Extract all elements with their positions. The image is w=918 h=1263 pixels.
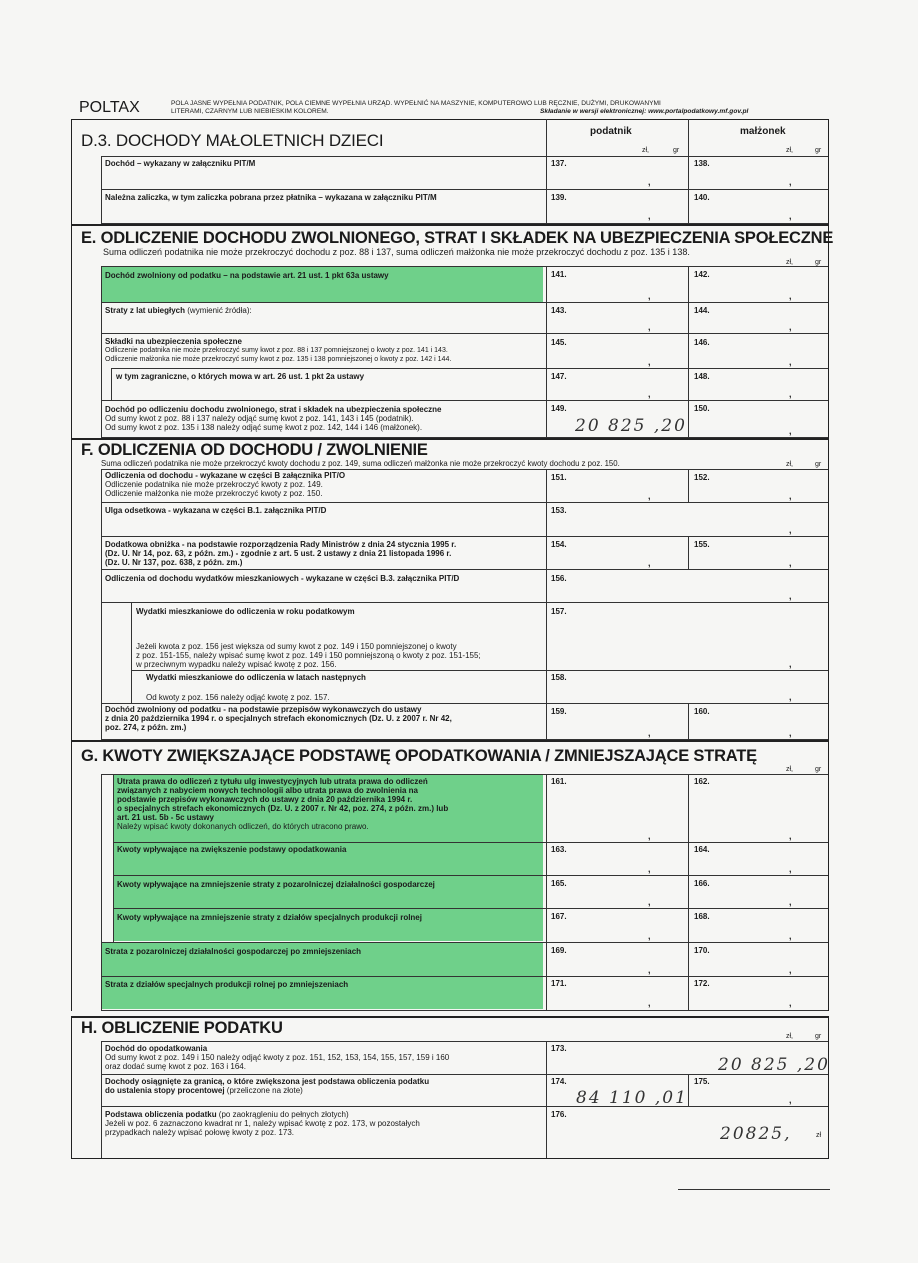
gr-label-2: gr (815, 147, 822, 154)
comma-138: , (789, 177, 792, 187)
gr-label-f: gr (815, 461, 822, 468)
field-163[interactable]: 163. (551, 845, 567, 854)
field-143[interactable]: 143. (551, 306, 567, 315)
zl-label-g: zł, (786, 766, 793, 773)
f-row-157-l1: Jeżeli kwota z poz. 156 jest większa od sumy kwot z poz. 149 i 150 pomniejszonej o kwoty (136, 642, 457, 651)
field-159[interactable]: 159. (551, 707, 567, 716)
f-row-159-l3: poz. 274, z późn. zm.) (105, 723, 187, 732)
e-row-145-l2: Odliczenie małżonka nie może przekroczyć sumy kwot z poz. 135 i 138 pomniejszonej o kwoty z poz. 142 i 144. (105, 356, 452, 363)
h-row-left (101, 1041, 102, 1158)
comma-163: , (648, 864, 651, 874)
h-row-174-label (105, 1077, 429, 1095)
h-col-sep-2 (688, 1074, 689, 1106)
e-row-145-title: Składki na ubezpieczenia społeczne (105, 337, 242, 346)
g-row-161-l4: o specjalnych strefach ekonomicznych (Dz. U. z 2007 r. Nr 42, poz. 274, z późn. zm.) lub (117, 804, 449, 813)
g-row-171-label: Strata z działów specjalnych produkcji rolnej po zmniejszeniach (105, 980, 349, 989)
section-h-title: H. OBLICZENIE PODATKU (81, 1019, 283, 1037)
e-row-149-l2: Od sumy kwot z poz. 135 i 138 należy odjąć sumę kwot z poz. 142, 144 i 146 (małżonek). (105, 423, 423, 432)
e-line-1 (101, 266, 828, 267)
zl-label-h: zł, (786, 1033, 793, 1040)
frame-right-h (828, 1016, 829, 1159)
handwritten-149: 20 825 ,20 (575, 416, 687, 436)
comma-148: , (789, 389, 792, 399)
g-line-6 (101, 976, 828, 977)
field-160[interactable]: 160. (694, 707, 710, 716)
g-row-165-label: Kwoty wpływające na zmniejszenie straty z pozarolniczej działalności gospodarczej (117, 880, 435, 889)
g-sub-left (113, 774, 114, 942)
field-150[interactable]: 150. (694, 404, 710, 413)
section-f-note: Suma odliczeń podatnika nie może przekroczyć kwoty dochodu z poz. 149, suma odliczeń małżonka nie może przekroczyć kwoty dochodu z poz. 150. (101, 459, 620, 468)
field-158[interactable]: 158. (551, 673, 567, 682)
comma-171: , (648, 998, 651, 1008)
comma-152: , (789, 491, 792, 501)
comma-162: , (789, 831, 792, 841)
zl-label-1: zł, (642, 147, 649, 154)
f-row-151-l1: Odliczenie podatnika nie może przekroczyć kwoty z poz. 149. (105, 480, 323, 489)
f-row-158-label: Wydatki mieszkaniowe do odliczenia w latach następnych (146, 673, 366, 682)
field-146[interactable]: 146. (694, 338, 710, 347)
f-line-7 (101, 703, 828, 704)
f-row-156-label: Odliczenia od dochodu wydatków mieszkaniowych - wykazane w części B.3. załącznika PIT/D (105, 574, 460, 583)
g-line-1 (101, 774, 828, 775)
field-170[interactable]: 170. (694, 946, 710, 955)
f-row-159-l2: z dnia 20 października 1994 r. o specjalnych strefach ekonomicznych (Dz. U. z 2007 r. Nr 42, (105, 714, 452, 723)
f-col-sep-2b (688, 536, 689, 569)
d3-row-139-label: Należna zaliczka, w tym zaliczka pobrana przez płatnika – wykazana w załączniku PIT/M (105, 193, 437, 202)
e-line-3 (101, 333, 828, 334)
comma-170: , (789, 965, 792, 975)
g-row-161-l1: Utrata prawa do odliczeń z tytułu ulg inwestycyjnych lub utrata prawa do odliczeń (117, 777, 428, 786)
g-row-161-l2: związanych z nabyciem nowych technologii albo utrata prawa do zwolnienia na (117, 786, 418, 795)
comma-153: , (789, 525, 792, 535)
instruction-line-1: POLA JASNE WYPEŁNIA PODATNIK, POLA CIEMNE WYPEŁNIA URZĄD. WYPEŁNIĆ NA MASZYNIE, KOMPUTEROWO LUB RĘCZNIE, DUŻYMI, DRUKOWANYMI (171, 100, 661, 107)
e-col-sep-2 (688, 266, 689, 437)
section-g-top (71, 740, 828, 742)
f-row-153-label: Ulga odsetkowa - wykazana w części B.1. załącznika PIT/D (105, 506, 327, 515)
section-f-top (71, 438, 828, 440)
comma-137: , (648, 177, 651, 187)
g-row-left (101, 774, 102, 1010)
f-row-151-title: Odliczenia od dochodu - wykazane w części B załącznika PIT/O (105, 471, 346, 480)
h-row-176-label (105, 1110, 420, 1137)
e-row-149-title: Dochód po odliczeniu dochodu zwolnionego, strat i składek na ubezpieczenia społeczne (105, 405, 442, 414)
h-line-3 (101, 1106, 828, 1107)
h-row-176-title: Podstawa obliczenia podatku (105, 1110, 217, 1119)
brand: POLTAX (79, 99, 140, 116)
f-row-154-l1: Dodatkowa obniżka - na podstawie rozporządzenia Rady Ministrów z dnia 24 stycznia 1995 r. (105, 540, 457, 549)
gr-label-h: gr (815, 1033, 822, 1040)
comma-158: , (789, 692, 792, 702)
g-line-5 (101, 942, 828, 943)
handwritten-174: 84 110 ,01 (576, 1088, 688, 1108)
comma-169: , (648, 965, 651, 975)
field-139[interactable]: 139. (551, 193, 567, 202)
gr-label-e: gr (815, 259, 822, 266)
field-176[interactable]: 176. (551, 1110, 567, 1119)
field-155[interactable]: 155. (694, 540, 710, 549)
field-174[interactable]: 174. (551, 1077, 567, 1086)
field-145[interactable]: 145. (551, 338, 567, 347)
field-161[interactable]: 161. (551, 777, 567, 786)
d3-line-2 (101, 189, 828, 190)
g-row-161-l5: art. 21 ust. 5b - 5c ustawy (117, 813, 214, 822)
section-d3-top (71, 119, 828, 120)
comma-141: , (648, 291, 651, 301)
e-line-2 (101, 302, 828, 303)
e-row-149-l1: Od sumy kwot z poz. 88 i 137 należy odjąć sumę kwot z poz. 141, 143 i 145 (podatnik). (105, 414, 414, 423)
comma-142: , (789, 291, 792, 301)
section-e-note: Suma odliczeń podatnika nie może przekroczyć dochodu z poz. 88 i 137, suma odliczeń małżonka nie może przekroczyć dochodu z poz. 135 i 138. (103, 247, 690, 257)
field-173[interactable]: 173. (551, 1044, 567, 1053)
h-row-176-l1: Jeżeli w poz. 6 zaznaczono kwadrat nr 1, należy wpisać kwotę z poz. 173, w pozostałych (105, 1119, 420, 1128)
comma-139: , (648, 211, 651, 221)
f-row-154-l2: (Dz. U. Nr 14, poz. 63, z późn. zm.) - zgodnie z art. 5 ust. 2 ustawy z dnia 21 listopada 1996 r. (105, 549, 452, 558)
handwritten-173: 20 825 ,20 (718, 1055, 830, 1075)
d3-line-1 (101, 156, 828, 157)
d3-col-sep-2 (688, 119, 689, 223)
instruction-line-2: LITERAMI, CZARNYM LUB NIEBIESKIM KOLOREM. (171, 108, 329, 115)
h-line-1 (101, 1041, 828, 1042)
f-col-sep-1 (546, 469, 547, 739)
comma-146: , (789, 357, 792, 367)
field-148[interactable]: 148. (694, 372, 710, 381)
e-row-left (101, 266, 102, 437)
h-row-173-label (105, 1044, 449, 1071)
field-168[interactable]: 168. (694, 912, 710, 921)
e-row-145-l1: Odliczenie podatnika nie może przekroczyć sumy kwot z poz. 88 i 137 pomniejszonej o kwoty z poz. 141 i 143. (105, 347, 448, 354)
h-row-173-title: Dochód do opodatkowania (105, 1044, 208, 1053)
handwritten-176: 20825, (720, 1124, 792, 1144)
h-row-173-l1: Od sumy kwot z poz. 149 i 150 należy odjąć kwoty z poz. 151, 152, 153, 154, 155, 157, 159 i 160 (105, 1053, 450, 1062)
f-line-5 (101, 602, 828, 603)
g-line-4 (113, 908, 828, 909)
f-row-151-l2: Odliczenie małżonka nie może przekroczyć kwoty z poz. 150. (105, 489, 323, 498)
comma-145: , (648, 357, 651, 367)
f-sub-left (131, 602, 132, 703)
e-row-143-title: Straty z lat ubiegłych (105, 306, 186, 315)
comma-156: , (789, 591, 792, 601)
field-149[interactable]: 149. (551, 404, 567, 413)
field-156[interactable]: 156. (551, 574, 567, 583)
field-172[interactable]: 172. (694, 979, 710, 988)
field-137[interactable]: 137. (551, 159, 567, 168)
e-row-143-hint: (wymienić źródła): (185, 306, 252, 315)
comma-166: , (789, 897, 792, 907)
f-row-left (101, 469, 102, 739)
e-line-5 (101, 400, 828, 401)
field-152[interactable]: 152. (694, 473, 710, 482)
comma-172: , (789, 998, 792, 1008)
f-row-158-hint: Od kwoty z poz. 156 należy odjąć kwotę z poz. 157. (146, 693, 330, 702)
field-171[interactable]: 171. (551, 979, 567, 988)
g-row-169-label: Strata z pozarolniczej działalności gospodarczej po zmniejszeniach (105, 947, 362, 956)
f-row-157-label: Wydatki mieszkaniowe do odliczenia w roku podatkowym (136, 607, 355, 616)
f-line-6b (131, 670, 546, 671)
comma-164: , (789, 864, 792, 874)
h-row-174-l2a: do ustalenia stopy procentowej (105, 1086, 225, 1095)
f-row-157-hint (136, 642, 481, 669)
h-row-174-l1: Dochody osiągnięte za granicą, o które zwiększona jest podstawa obliczenia podatku (105, 1077, 430, 1086)
h-row-176-hint: (po zaokrągleniu do pełnych złotych) (216, 1110, 349, 1119)
g-row-161-label (117, 777, 534, 831)
field-154[interactable]: 154. (551, 540, 567, 549)
e-col-sep-1 (546, 266, 547, 437)
e-row-145-label (105, 337, 451, 364)
h-col-sep-1 (546, 1041, 547, 1158)
f-col-sep-2a (688, 469, 689, 502)
f-line-1 (101, 469, 828, 470)
field-165[interactable]: 165. (551, 879, 567, 888)
g-line-7 (101, 1010, 828, 1011)
g-row-167-label: Kwoty wpływające na zmniejszenie straty z działów specjalnych produkcji rolnej (117, 913, 422, 922)
section-d3-title: D.3. DOCHODY MAŁOLETNICH DZIECI (81, 131, 384, 150)
f-col-sep-2c (688, 703, 689, 739)
f-line-6 (546, 670, 828, 671)
f-row-157-l3: w przeciwnym wypadku należy wpisać kwotę z poz. 156. (136, 660, 337, 669)
d3-row-left (101, 156, 102, 223)
comma-154: , (648, 558, 651, 568)
e-line-4 (546, 368, 828, 369)
section-e-top (71, 224, 828, 226)
f-row-151-label (105, 471, 345, 498)
col-taxpayer: podatnik (590, 126, 632, 137)
f-row-159-l1: Dochód zwolniony od podatku - na podstawie przepisów wykonawczych do ustawy (105, 705, 422, 714)
field-167[interactable]: 167. (551, 912, 567, 921)
comma-147: , (648, 389, 651, 399)
e-row-141-label: Dochód zwolniony od podatku – na podstawie art. 21 ust. 1 pkt 63a ustawy (105, 271, 389, 280)
field-151[interactable]: 151. (551, 473, 567, 482)
frame-right (828, 119, 829, 1011)
comma-159: , (648, 728, 651, 738)
f-row-154-label (105, 540, 456, 567)
field-175[interactable]: 175. (694, 1077, 710, 1086)
section-f-title: F. ODLICZENIA OD DOCHODU / ZWOLNIENIE (81, 441, 428, 459)
g-col-sep-1 (546, 774, 547, 1010)
d3-row-137-label: Dochód – wykazany w załączniku PIT/M (105, 159, 256, 168)
f-line-2 (101, 502, 828, 503)
comma-150: , (789, 426, 792, 436)
field-138[interactable]: 138. (694, 159, 710, 168)
g-col-sep-2 (688, 774, 689, 1010)
comma-160: , (789, 728, 792, 738)
comma-167: , (648, 931, 651, 941)
g-row-161-l6: Należy wpisać kwoty dokonanych odliczeń, do których utracono prawo. (117, 822, 369, 831)
e-line-4b (111, 368, 546, 369)
h-row-174-l2b: (przeliczone na złote) (224, 1086, 303, 1095)
gr-label-g: gr (815, 766, 822, 773)
section-g-title: G. KWOTY ZWIĘKSZAJĄCE PODSTAWĘ OPODATKOWANIA / ZMNIEJSZAJĄCE STRATĘ (81, 747, 757, 765)
comma-140: , (789, 211, 792, 221)
section-h-top (71, 1016, 828, 1018)
comma-143: , (648, 322, 651, 332)
electronic-filing: Składanie w wersji elektronicznej: www.portalpodatkowy.mf.gov.pl (540, 108, 749, 115)
comma-161: , (648, 831, 651, 841)
e-row-143-label (105, 306, 252, 315)
comma-144: , (789, 322, 792, 332)
h-row-176-l2: przypadkach należy wpisać połowę kwoty z poz. 173. (105, 1128, 294, 1137)
zl-label-2: zł, (786, 147, 793, 154)
e-row-147-label: w tym zagraniczne, o których mowa w art. 26 ust. 1 pkt 2a ustawy (116, 372, 365, 381)
f-line-4 (101, 569, 828, 570)
comma-175: , (789, 1095, 792, 1105)
frame-left-h (71, 1016, 72, 1159)
field-140[interactable]: 140. (694, 193, 710, 202)
g-line-3 (113, 875, 828, 876)
comma-151: , (648, 491, 651, 501)
g-line-2 (113, 842, 828, 843)
comma-165: , (648, 897, 651, 907)
signature-line (678, 1189, 830, 1190)
field-147[interactable]: 147. (551, 372, 567, 381)
frame-left (71, 119, 72, 1011)
f-row-157-l2: z poz. 151-155, należy wpisać sumę kwot z poz. 149 i 150 pomniejszoną o kwoty z poz. 151-155; (136, 651, 481, 660)
h-line-4 (71, 1158, 828, 1159)
comma-168: , (789, 931, 792, 941)
field-144[interactable]: 144. (694, 306, 710, 315)
f-line-3 (101, 536, 828, 537)
e-sub-left (111, 368, 112, 400)
field-141[interactable]: 141. (551, 270, 567, 279)
comma-155: , (789, 558, 792, 568)
e-row-149-label (105, 405, 442, 432)
field-166[interactable]: 166. (694, 879, 710, 888)
field-153[interactable]: 153. (551, 506, 567, 515)
section-e-title: E. ODLICZENIE DOCHODU ZWOLNIONEGO, STRAT I SKŁADEK NA UBEZPIECZENIA SPOŁECZNE (81, 229, 834, 247)
f-row-159-label (105, 705, 452, 732)
field-169[interactable]: 169. (551, 946, 567, 955)
g-row-163-label: Kwoty wpływające na zwiększenie podstawy opodatkowania (117, 845, 347, 854)
f-row-154-l3: (Dz. U. Nr 137, poz. 638, z późn. zm.) (105, 558, 243, 567)
zl-label-e: zł, (786, 259, 793, 266)
zl-label-f: zł, (786, 461, 793, 468)
g-row-161-l3: podstawie przepisów wykonawczych do ustawy z dnia 20 października 1994 r. (117, 795, 413, 804)
field-142[interactable]: 142. (694, 270, 710, 279)
field-157[interactable]: 157. (551, 607, 567, 616)
d3-col-sep-1 (546, 119, 547, 223)
col-spouse: małżonek (740, 126, 786, 137)
field-164[interactable]: 164. (694, 845, 710, 854)
comma-157: , (789, 659, 792, 669)
zl-label-176: zł (816, 1132, 822, 1139)
h-row-173-l2: oraz dodać sumę kwot z poz. 163 i 164. (105, 1062, 246, 1071)
gr-label-1: gr (673, 147, 680, 154)
field-162[interactable]: 162. (694, 777, 710, 786)
